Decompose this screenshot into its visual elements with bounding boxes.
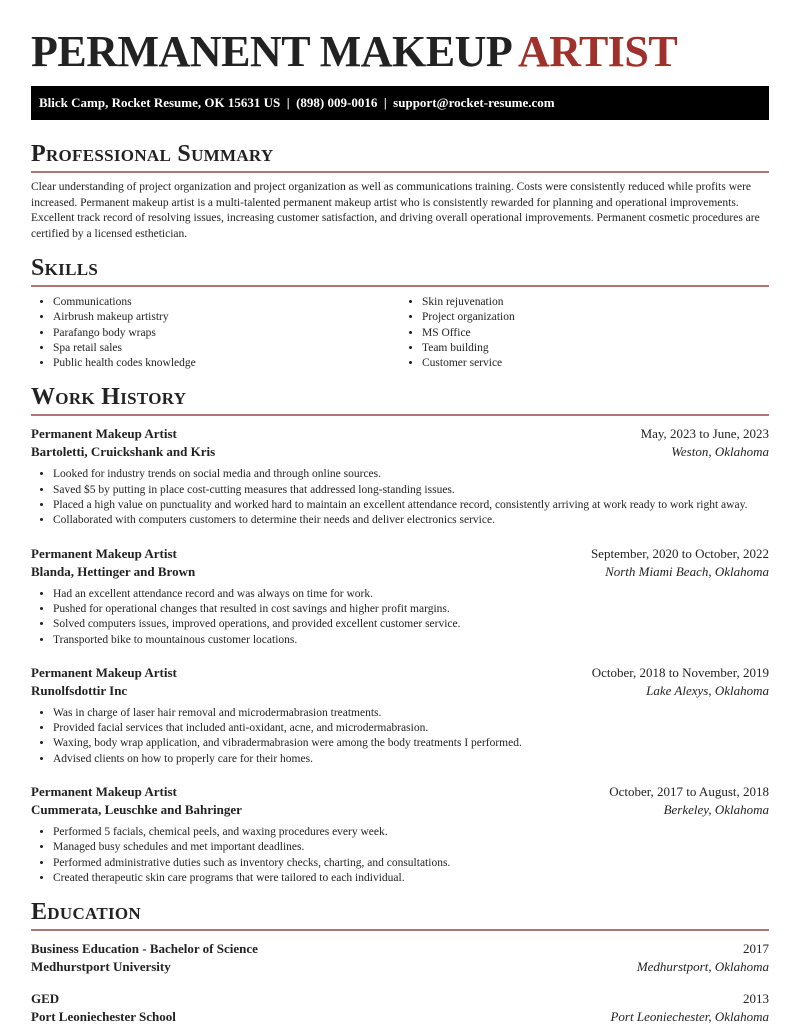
education-subheader [31, 1008, 769, 1026]
resume-title: PERMANENT MAKEUP ARTIST [31, 27, 678, 76]
section-heading-summary: Professional Summary [31, 141, 274, 167]
job-location: Berkeley, Oklahoma [663, 802, 769, 818]
job-company: Runolfsdottir Inc [31, 682, 128, 698]
job-bullet: • Created therapeutic skin care programs that were tailored to each individual. [53, 871, 769, 886]
skill-item: • MS Office [422, 326, 769, 341]
skill-item: • Skin rejuvenation [422, 295, 769, 310]
job-dates: October, 2018 to November, 2019 [591, 664, 769, 680]
school: Port Leoniechester School [31, 1009, 176, 1025]
job-entry [31, 545, 769, 648]
education-list [31, 940, 769, 1026]
job-title: Permanent Makeup Artist [31, 545, 177, 561]
school-location: Medhurstport, Oklahoma [636, 959, 769, 975]
job-subheader [31, 443, 769, 461]
job-title: Permanent Makeup Artist [31, 426, 177, 442]
job-bullet: • Placed a high value on punctuality and worked hard to maintain an excellent attendance record, consistently arriving at work ready to work right away. [53, 498, 769, 513]
job-company: Blanda, Hettinger and Brown [31, 563, 196, 579]
skill-item: • Parafango body wraps [53, 326, 400, 341]
job-bullet: • Advised clients on how to properly care for their homes. [53, 752, 769, 767]
education-subheader [31, 958, 769, 976]
skill-item: • Communications [53, 295, 400, 310]
skill-item: • Team building [422, 341, 769, 356]
job-bullet: • Collaborated with computers customers to determine their needs and deliver electronics service. [53, 513, 769, 528]
education-header [31, 990, 769, 1008]
skill-item: • Public health codes knowledge [53, 356, 400, 371]
job-bullet: • Performed 5 facials, chemical peels, and waxing procedures every week. [53, 825, 769, 840]
job-subheader [31, 563, 769, 581]
job-bullet: • Waxing, body wrap application, and vibradermabrasion were among the body treatments I performed. [53, 736, 769, 751]
job-bullet: • Performed administrative duties such as inventory checks, charting, and consultations. [53, 856, 769, 871]
job-title: Permanent Makeup Artist [31, 784, 177, 800]
job-bullet: • Solved computers issues, improved operations, and provided excellent customer service. [53, 617, 769, 632]
job-dates: May, 2023 to June, 2023 [640, 426, 769, 442]
job-subheader [31, 801, 769, 819]
job-title: Permanent Makeup Artist [31, 664, 177, 680]
skill-item: • Spa retail sales [53, 341, 400, 356]
job-header [31, 783, 769, 801]
degree: Business Education - Bachelor of Science [31, 941, 258, 957]
skill-item: • Airbrush makeup artistry [53, 310, 400, 325]
job-header [31, 664, 769, 682]
job-subheader [31, 682, 769, 700]
job-location: North Miami Beach, Oklahoma [605, 563, 769, 579]
education-year: 2013 [743, 991, 769, 1007]
job-bullets [31, 587, 769, 648]
degree: GED [31, 991, 60, 1007]
title-accent: ARTIST [517, 27, 678, 76]
job-bullet: • Managed busy schedules and met important deadlines. [53, 840, 769, 855]
education-entry [31, 990, 769, 1026]
job-dates: October, 2017 to August, 2018 [609, 784, 769, 800]
work-history-list [31, 425, 769, 886]
job-bullet: • Provided facial services that included anti-oxidant, acne, and microdermabrasion. [53, 721, 769, 736]
job-header [31, 425, 769, 443]
divider [31, 285, 769, 287]
job-entry [31, 783, 769, 886]
divider [31, 171, 769, 173]
job-bullet: • Transported bike to mountainous customer locations. [53, 633, 769, 648]
education-header [31, 940, 769, 958]
job-bullet: • Had an excellent attendance record and was always on time for work. [53, 587, 769, 602]
job-bullet: • Saved $5 by putting in place cost-cutting measures that addressed long-standing issues. [53, 483, 769, 498]
job-location: Weston, Oklahoma [671, 444, 769, 460]
job-bullet: • Was in charge of laser hair removal and microdermabrasion treatments. [53, 706, 769, 721]
section-heading-education: Education [31, 899, 142, 926]
section-heading-skills: Skills [31, 255, 99, 281]
job-bullets [31, 825, 769, 886]
job-header [31, 545, 769, 563]
skills-list [31, 295, 769, 371]
summary-text: Clear understanding of project organization and project organization as well as communications training. Costs were consistently reduced while profits were increased. Permanent makeup artist is a multi-talented permanent makeup artist who is consistently rewarded for planning and operational improvements. Excellent track record of resolving issues, increasing customer satisfaction, and driving overall operational improvements. Permanent cosmetic procedures are certified by a licensed esthetician. [31, 181, 760, 240]
job-dates: September, 2020 to October, 2022 [590, 545, 769, 561]
job-entry [31, 664, 769, 767]
job-location: Lake Alexys, Oklahoma [646, 682, 769, 698]
skill-item: • Customer service [422, 356, 769, 371]
school: Medhurstport University [31, 959, 171, 975]
education-year: 2017 [743, 941, 769, 957]
divider [31, 414, 769, 416]
job-bullet: • Pushed for operational changes that resulted in cost savings and higher profit margins. [53, 602, 769, 617]
divider [31, 929, 769, 931]
job-company: Cummerata, Leuschke and Bahringer [31, 802, 242, 818]
section-heading-work-history: Work History [31, 384, 187, 411]
job-bullet: • Looked for industry trends on social media and through online sources. [53, 467, 769, 482]
job-bullets [31, 706, 769, 767]
education-entry [31, 940, 769, 976]
skill-item: • Project organization [422, 310, 769, 325]
job-bullets [31, 467, 769, 528]
school-location: Port Leoniechester, Oklahoma [610, 1009, 769, 1025]
job-entry [31, 425, 769, 528]
contact-bar: Blick Camp, Rocket Resume, OK 15631 US | (898) 009-0016 | support@rocket-resume.com [31, 86, 769, 120]
job-company: Bartoletti, Cruickshank and Kris [31, 444, 216, 460]
